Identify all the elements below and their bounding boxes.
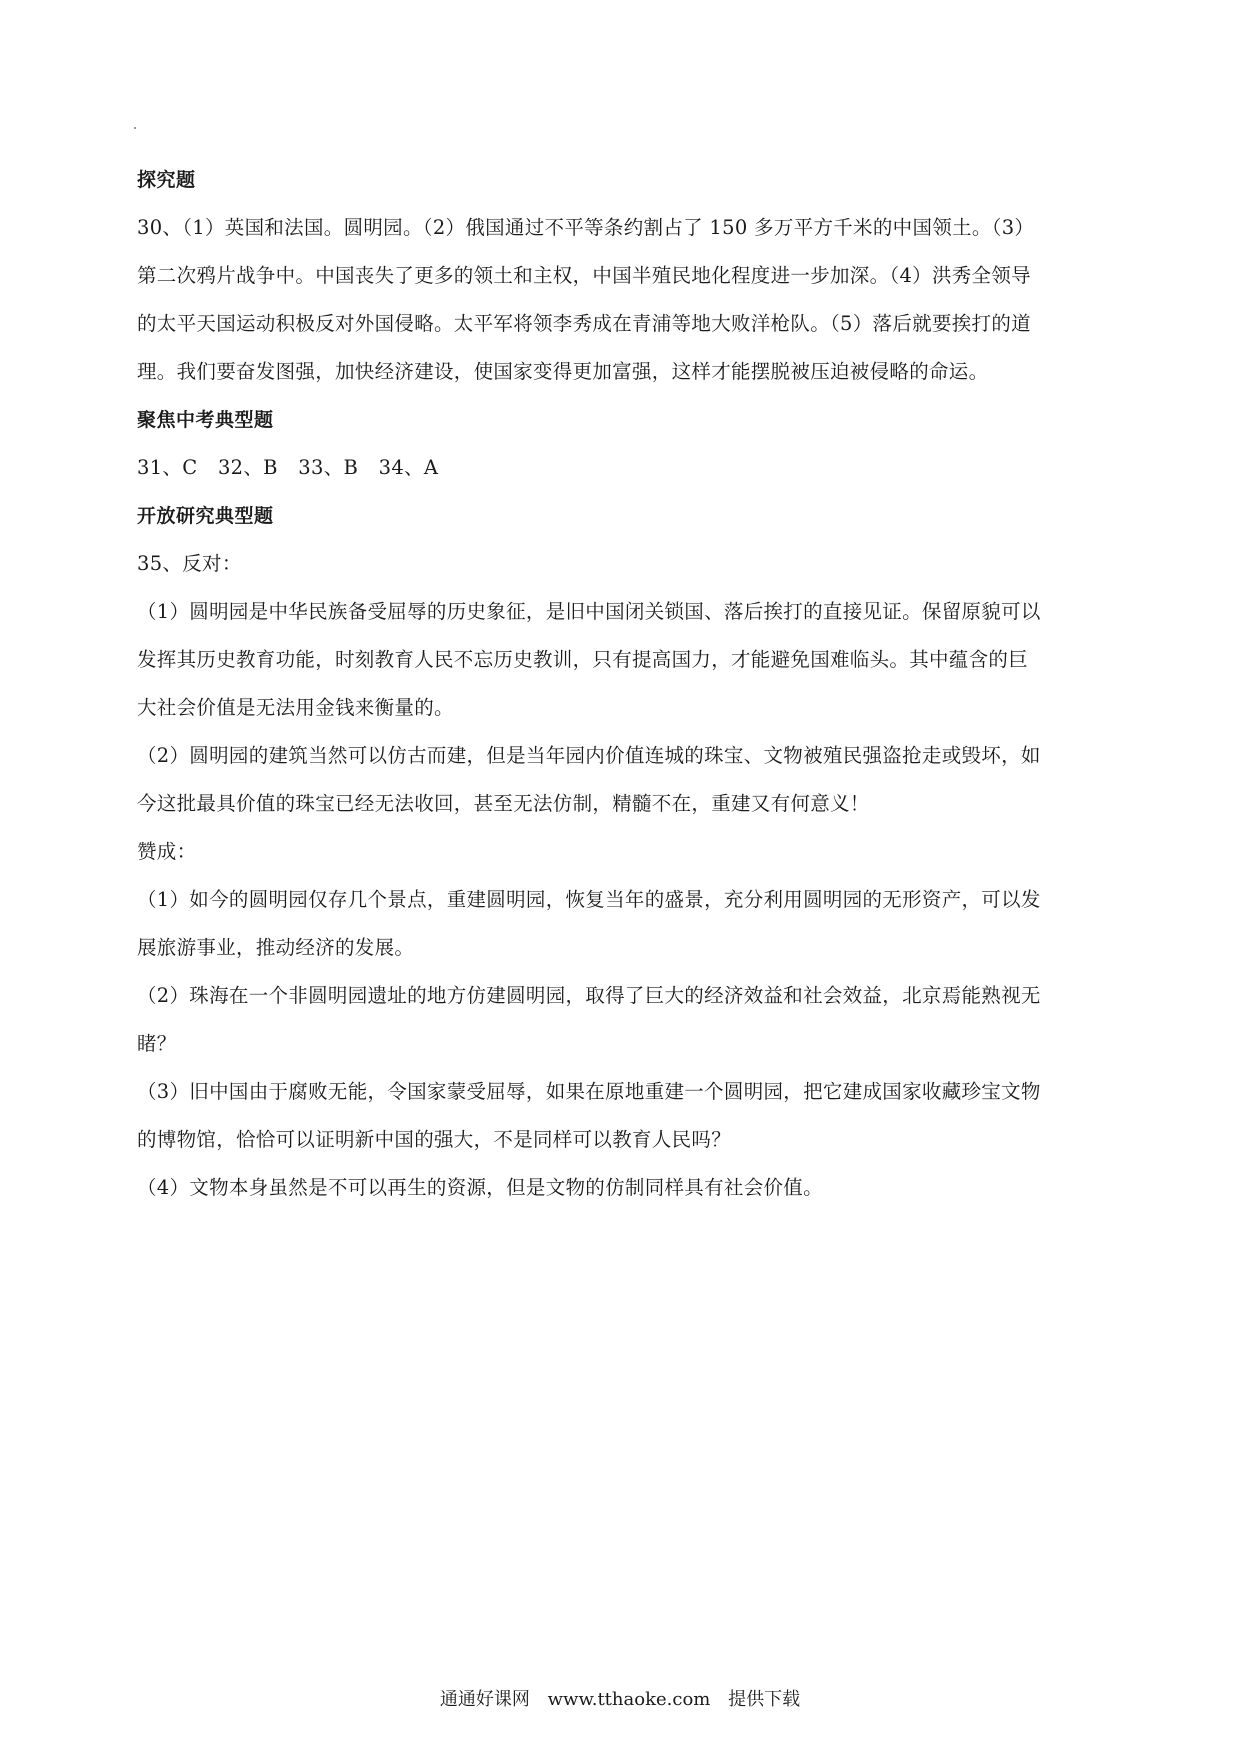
q30-line-4: 理。我们要奋发图强，加快经济建设，使国家变得更加富强，这样才能摆脱被压迫被侵略的命运。 <box>137 360 989 383</box>
answer-31: 31、C <box>137 456 198 479</box>
answer-32: 32、B <box>217 456 278 479</box>
oppose-line-3: 大社会价值是无法用金钱来衡量的。 <box>137 696 454 719</box>
question-30 <box>137 204 1121 396</box>
support-heading: 赞成： <box>137 840 197 863</box>
q35-intro: 35、反对： <box>137 552 242 575</box>
oppose-line-2: 发挥其历史教育功能，时刻教育人民不忘历史教训，只有提高国力，才能避免国难临头。其中蕴含的巨 <box>137 648 1029 671</box>
answer-34: 34、A <box>378 456 439 479</box>
page-footer <box>0 1687 1240 1713</box>
support-line-6: 的博物馆，恰恰可以证明新中国的强大，不是同样可以教育人民吗？ <box>137 1128 732 1151</box>
answer-33: 33、B <box>298 456 359 479</box>
oppose-line-1: （1）圆明园是中华民族备受屈辱的历史象征，是旧中国闭关锁国、落后挨打的直接见证。保留原貌可以 <box>137 600 1041 623</box>
support-line-7: （4）文物本身虽然是不可以再生的资源，但是文物的仿制同样具有社会价值。 <box>137 1176 823 1199</box>
support-line-4: 睹？ <box>137 1032 177 1055</box>
footer-url[interactable]: www.tthaoke.com <box>547 1689 711 1710</box>
document-content <box>137 156 1121 1212</box>
scan-speck <box>134 127 136 129</box>
focus-heading: 聚焦中考典型题 <box>137 409 274 431</box>
support-line-3: （2）珠海在一个非圆明园遗址的地方仿建圆明园，取得了巨大的经济效益和社会效益，北京焉能熟视无 <box>137 984 1041 1007</box>
answer-list <box>137 444 1121 492</box>
oppose-line-4: （2）圆明园的建筑当然可以仿古而建，但是当年园内价值连城的珠宝、文物被殖民强盗抢走或毁坏，如 <box>137 744 1041 767</box>
q30-line-1: 30、（1）英国和法国。圆明园。（2）俄国通过不平等条约割占了 150 多万平方千米的中国领土。（3） <box>137 216 1035 239</box>
support-line-2: 展旅游事业，推动经济的发展。 <box>137 936 415 959</box>
oppose-line-5: 今这批最具价值的珠宝已经无法收回，甚至无法仿制，精髓不在，重建又有何意义！ <box>137 792 870 815</box>
footer-tagline: 提供下载 <box>728 1689 801 1710</box>
oppose-arguments <box>137 588 1121 828</box>
footer-site-name: 通通好课网 <box>439 1689 530 1710</box>
support-line-5: （3）旧中国由于腐败无能，令国家蒙受屈辱，如果在原地重建一个圆明园，把它建成国家收藏珍宝文物 <box>137 1080 1041 1103</box>
q30-line-3: 的太平天国运动积极反对外国侵略。太平军将领李秀成在青浦等地大败洋枪队。（5）落后就要挨打的道 <box>137 312 1031 335</box>
open-research-heading: 开放研究典型题 <box>137 505 274 527</box>
inquiry-heading: 探究题 <box>137 169 196 191</box>
support-arguments <box>137 876 1121 1212</box>
q30-line-2: 第二次鸦片战争中。中国丧失了更多的领土和主权，中国半殖民地化程度进一步加深。（4）洪秀全领导 <box>137 264 1031 287</box>
support-line-1: （1）如今的圆明园仅存几个景点，重建圆明园，恢复当年的盛景，充分利用圆明园的无形资产，可以发 <box>137 888 1041 911</box>
